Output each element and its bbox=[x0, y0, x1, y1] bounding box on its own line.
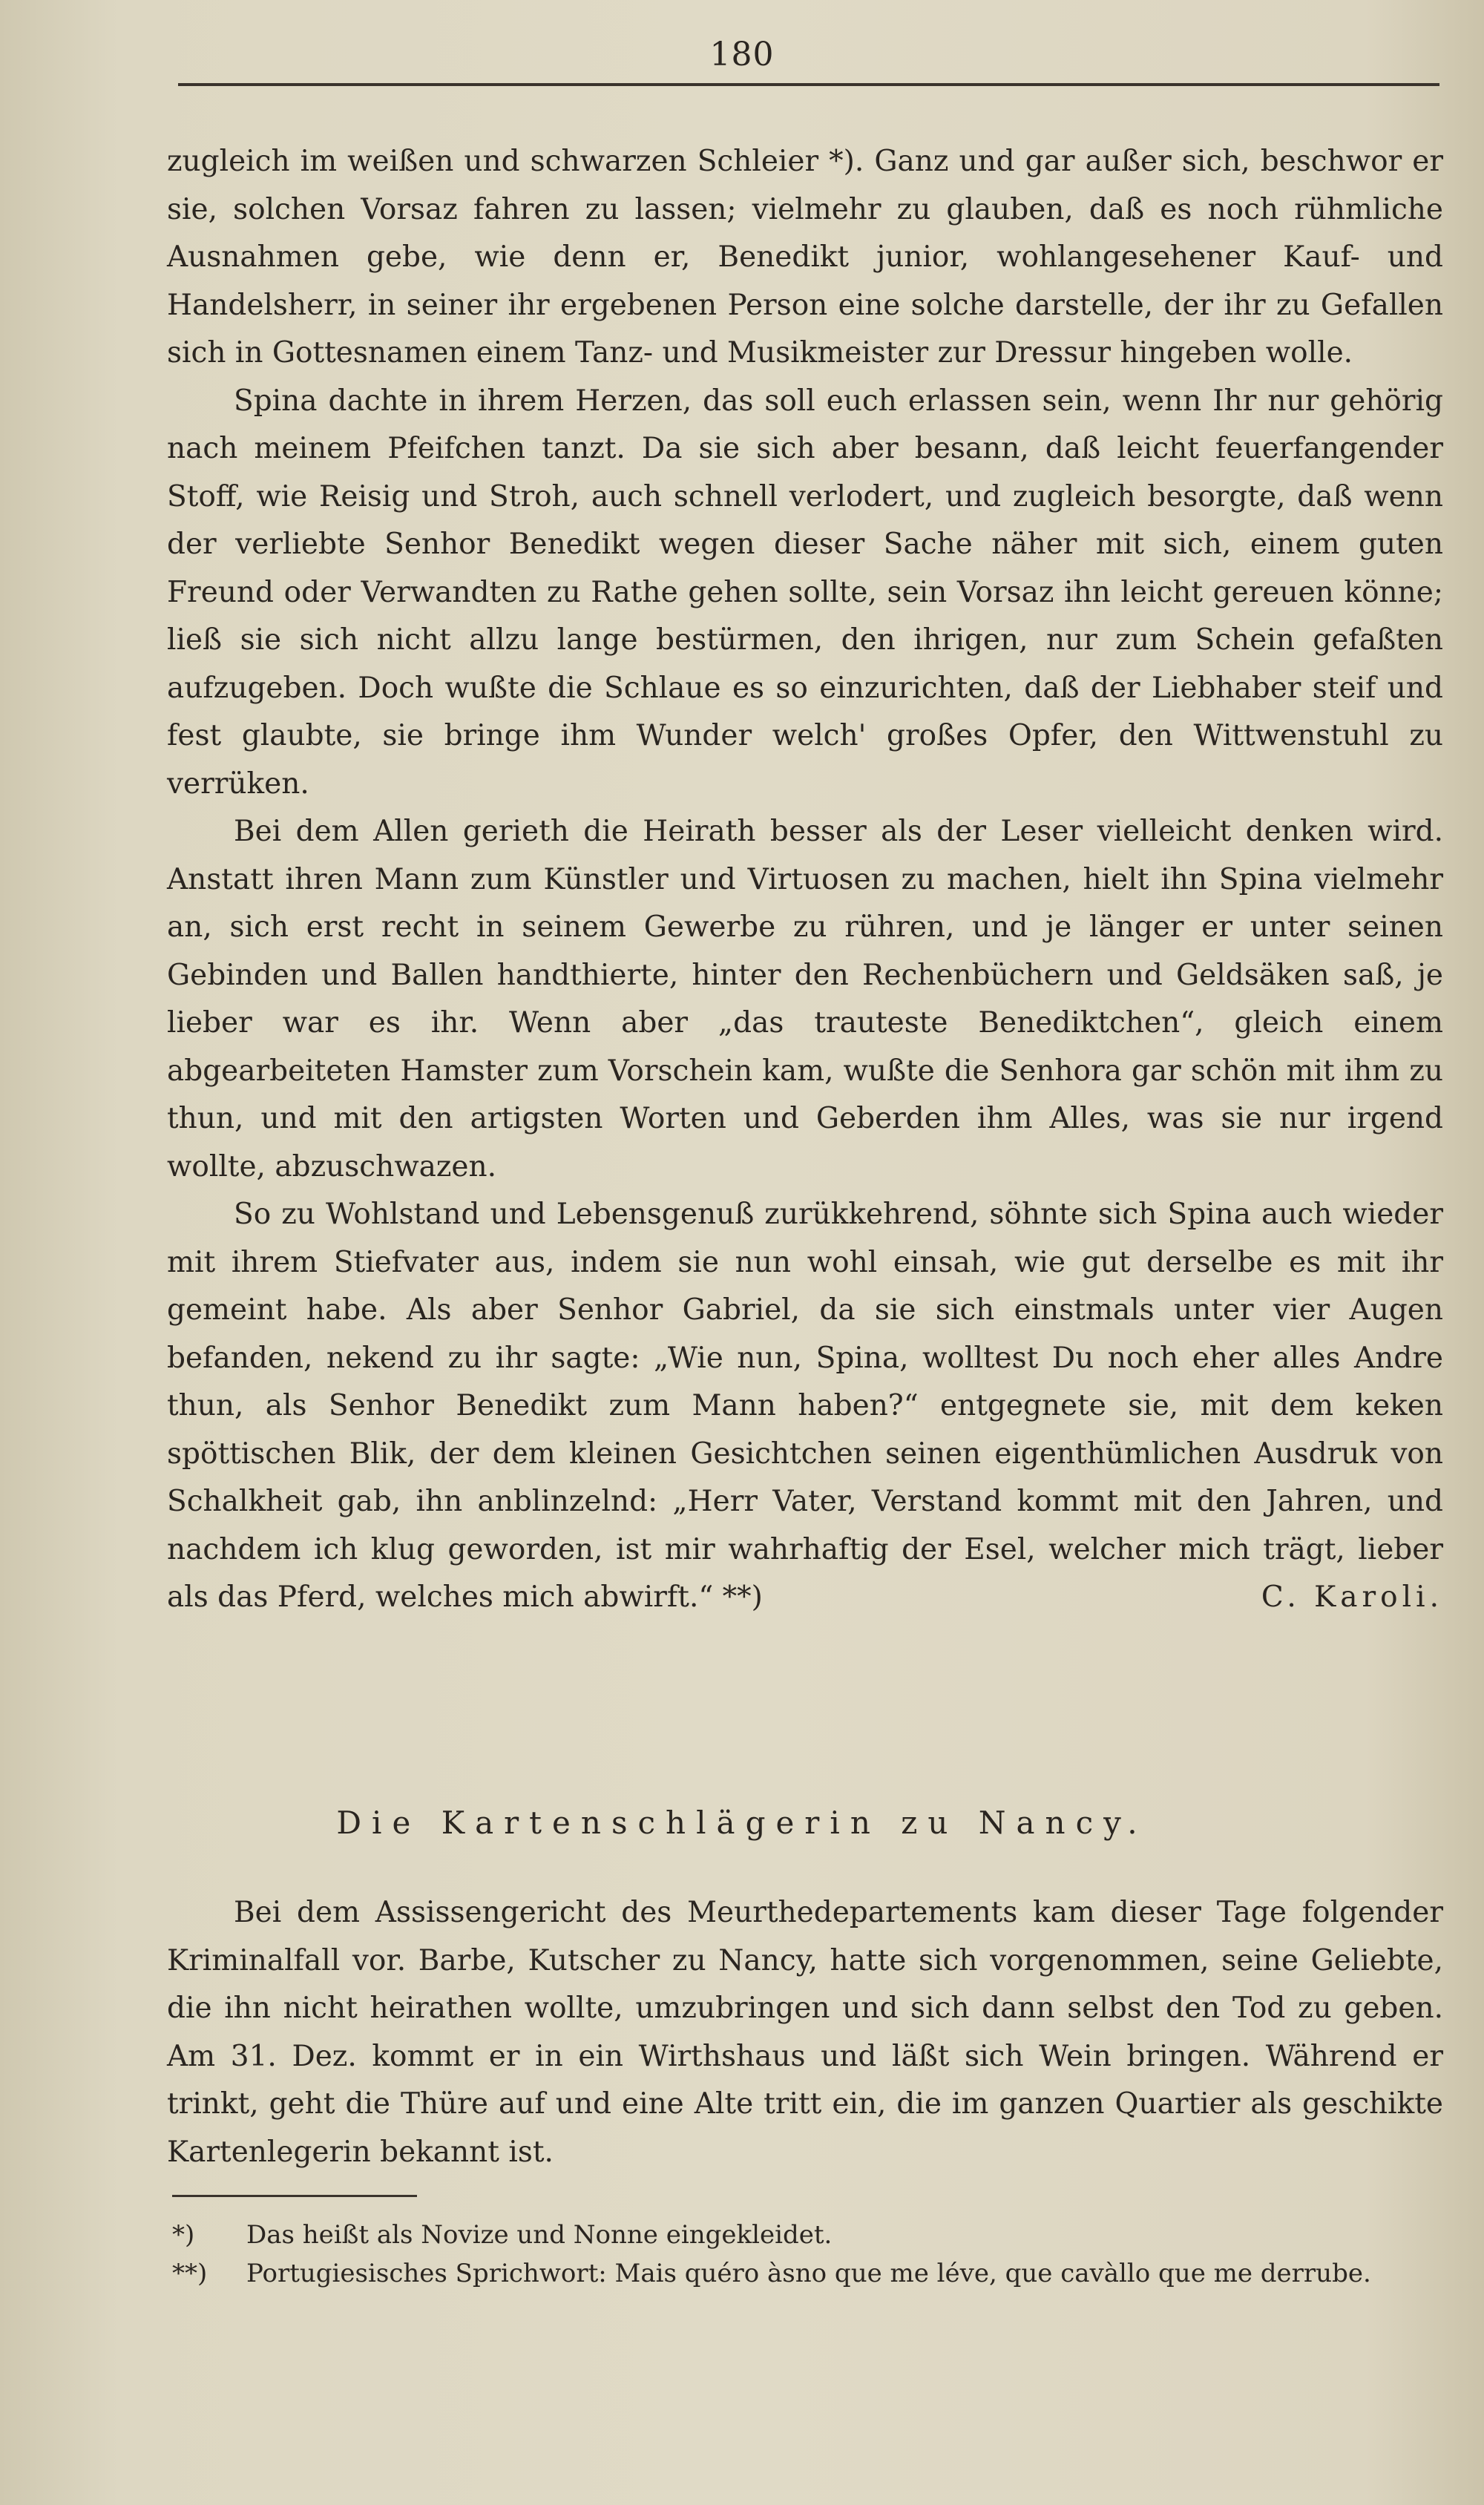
footnote bbox=[172, 2254, 1445, 2293]
story-text bbox=[167, 138, 1443, 1622]
paragraph: Bei dem Allen gerieth die Heirath besser als der Leser vielleicht denken wird. Anstatt ihren Mann zum Künstler und Virtuosen zu machen, hielt ihn Spina vielmehr an, sich erst recht in seinem Gewerbe zu rühren, und je länger er unter seinen Gebinden und Ballen handthierte, hinter den Rechenbüchern und Geldsäken saß, je lieber war es ihr. Wenn aber „das trauteste Benediktchen“, gleich einem abgearbeiteten Hamster zum Vorschein kam, wußte die Senhora gar schön mit ihm zu thun, und mit den artigsten Worten und Geberden ihm Alles, was sie nur irgend wollte, abzuschwazen. bbox=[167, 815, 1443, 1183]
paragraph bbox=[167, 1191, 1443, 1622]
page-number: 180 bbox=[709, 36, 775, 73]
paragraph-text: So zu Wohlstand und Lebensgenuß zurükkehrend, söhnte sich Spina auch wieder mit ihrem Stiefvater aus, indem sie nun wohl einsah, wie gut derselbe es mit ihr gemeint habe. Als aber Senhor Gabriel, da sie sich einstmals unter vier Augen befanden, nekend zu ihr sagte: „Wie nun, Spina, wolltest Du noch eher alles Andre thun, als Senhor Benedikt zum Mann haben?“ entgegnete sie, mit dem keken spöttischen Blik, der dem kleinen Gesichtchen seinen eigenthümlichen Ausdruk von Schalkheit gab, ihn anblinzelnd: „Herr Vater, Verstand kommt mit den Jahren, und nachdem ich klug geworden, ist mir wahrhaftig der Esel, welcher mich trägt, lieber als das Pferd, welches mich abwirft.“ **) bbox=[167, 1198, 1443, 1614]
author-signature: C. Karoli. bbox=[1261, 1580, 1443, 1614]
article-text bbox=[167, 1889, 1443, 2176]
paragraph: zugleich im weißen und schwarzen Schleier *). Ganz und gar außer sich, beschwor er sie, solchen Vorsaz fahren zu lassen; vielmehr zu glauben, daß es noch rühmliche Ausnahmen gebe, wie denn er, Benedikt junior, wohlangesehener Kauf- und Handelsherr, in seiner ihr ergebenen Person eine solche darstelle, der ihr zu Gefallen sich in Gottesnamen einem Tanz- und Musikmeister zur Dressur hingeben wolle. bbox=[167, 145, 1443, 370]
footnote-text: Portugiesisches Sprichwort: Mais quéro àsno que me léve, que cavàllo que me derrube. bbox=[246, 2259, 1371, 2288]
paragraph: Bei dem Assissengericht des Meurthedepartements kam dieser Tage folgender Kriminalfall vor. Barbe, Kutscher zu Nancy, hatte sich vorgenommen, seine Geliebte, die ihn nicht heirathen wollte, umzubringen und sich dann selbst den Tod zu geben. Am 31. Dez. kommt er in ein Wirthshaus und läßt sich Wein bringen. Während er trinkt, geht die Thüre auf und eine Alte tritt ein, die im ganzen Quartier als geschikte Kartenlegerin bekannt ist. bbox=[167, 1896, 1443, 2169]
footnotes bbox=[172, 2216, 1445, 2293]
footnote-mark: *) bbox=[172, 2220, 195, 2250]
paragraph: Spina dachte in ihrem Herzen, das soll euch erlassen sein, wenn Ihr nur gehörig nach meinem Pfeifchen tanzt. Da sie sich aber besann, daß leicht feuerfangender Stoff, wie Reisig und Stroh, auch schnell verlodert, und zugleich besorgte, daß wenn der verliebte Senhor Benedikt wegen dieser Sache näher mit sich, einem guten Freund oder Verwandten zu Rathe gehen sollte, sein Vorsaz ihn leicht gereuen könne; ließ sie sich nicht allzu lange bestürmen, den ihrigen, nur zum Schein gefaßten aufzugeben. Doch wußte die Schlaue es so einzurichten, daß der Liebhaber steif und fest glaubte, sie bringe ihm Wunder welch' großes Opfer, den Wittwenstuhl zu verrüken. bbox=[167, 384, 1443, 801]
footnote bbox=[172, 2216, 1445, 2254]
article-title: Die Kartenschlägerin zu Nancy. bbox=[336, 1805, 1148, 1841]
footnote-mark: **) bbox=[172, 2259, 208, 2288]
footnote-rule bbox=[172, 2195, 417, 2197]
header-rule bbox=[178, 83, 1439, 86]
footnote-text: Das heißt als Novize und Nonne eingekleidet. bbox=[246, 2220, 833, 2250]
